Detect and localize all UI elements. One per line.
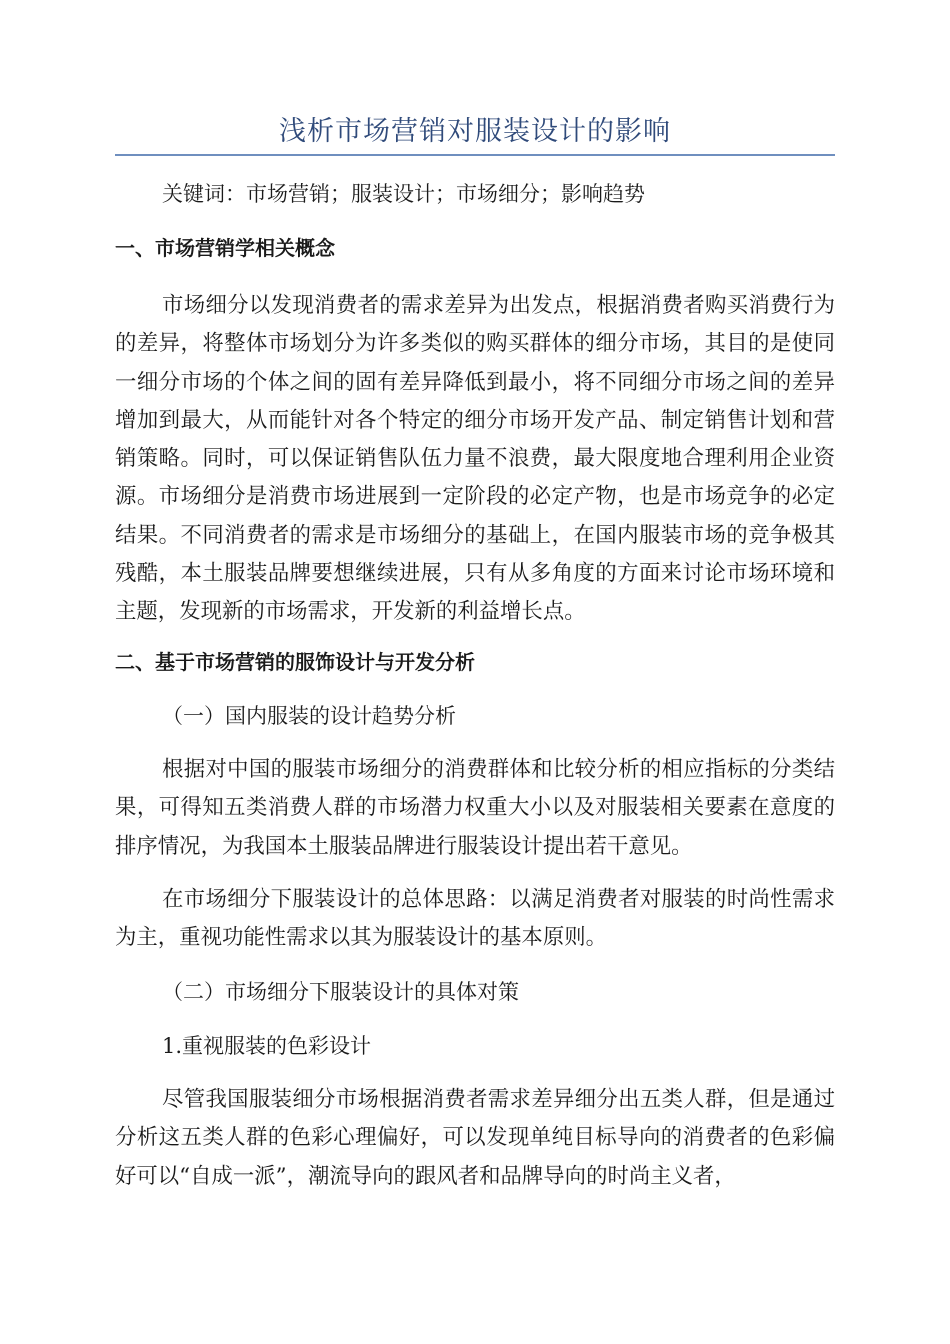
section-2-heading: 二、基于市场营销的服饰设计与开发分析 bbox=[115, 650, 475, 674]
keywords-line: 关键词：市场营销；服装设计；市场细分；影响趋势 bbox=[162, 182, 645, 206]
subsection-1-heading: （一）国内服装的设计趋势分析 bbox=[162, 704, 456, 728]
subsection-1-paragraph-1: 根据对中国的服装市场细分的消费群体和比较分析的相应指标的分类结果，可得知五类消费人群的市场潜力权重大小以及对服装相关要素在意度的排序情况，为我国本土服装品牌进行服装设计提出若干意见。 bbox=[115, 757, 835, 859]
subsection-2-heading: （二）市场细分下服装设计的具体对策 bbox=[162, 980, 519, 1004]
subsection-1-paragraph-2: 在市场细分下服装设计的总体思路：以满足消费者对服装的时尚性需求为主，重视功能性需求以其为服装设计的基本原则。 bbox=[115, 887, 835, 951]
item-1-paragraph: 尽管我国服装细分市场根据消费者需求差异细分出五类人群，但是通过分析这五类人群的色彩心理偏好，可以发现单纯目标导向的消费者的色彩偏好可以“自成一派”，潮流导向的跟风者和品牌导向的时尚主义者， bbox=[115, 1087, 835, 1189]
section-1-paragraph: 市场细分以发现消费者的需求差异为出发点，根据消费者购买消费行为的差异，将整体市场划分为许多类似的购买群体的细分市场，其目的是使同一细分市场的个体之间的固有差异降低到最小，将不同细分市场之间的差异增加到最大，从而能针对各个特定的细分市场开发产品、制定销售计划和营销策略。同时，可以保证销售队伍力量不浪费，最大限度地合理利用企业资源。市场细分是消费市场进展到一定阶段的必定产物，也是市场竞争的必定结果。不同消费者的需求是市场细分的基础上，在国内服装市场的竞争极其残酷，本土服装品牌要想继续进展，只有从多角度的方面来讨论市场环境和主题，发现新的市场需求，开发新的利益增长点。 bbox=[115, 293, 835, 625]
item-1-heading: 1.重视服装的色彩设计 bbox=[162, 1034, 372, 1058]
document-title: 浅析市场营销对服装设计的影响 bbox=[279, 116, 671, 147]
section-1-heading: 一、市场营销学相关概念 bbox=[115, 236, 335, 260]
title-underline bbox=[115, 154, 835, 156]
